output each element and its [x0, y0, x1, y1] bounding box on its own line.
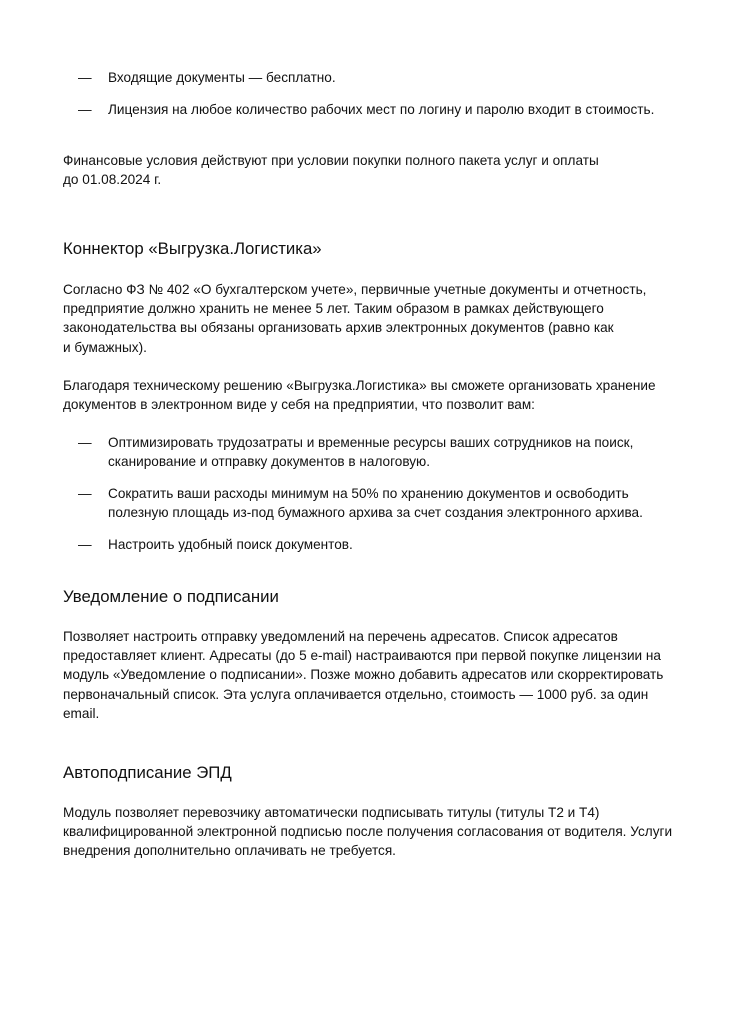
dash-bullet: — — [78, 486, 92, 501]
list-item — [78, 100, 688, 119]
text-line: предприятие должно хранить не менее 5 лет. Таким образом в рамках действующего — [63, 301, 604, 317]
text-line: предоставляет клиент. Адресаты (до 5 e-mail) настраиваются при первой покупке лицензии на — [63, 648, 661, 664]
list-item-text: сканирование и отправку документов в налоговую. — [108, 454, 431, 469]
notification-heading: Уведомление о подписании — [63, 587, 279, 606]
connector-heading: Коннектор «Выгрузка.Логистика» — [63, 239, 322, 258]
list-item — [78, 535, 688, 554]
text-line: модуль «Уведомление о подписании». Позже можно добавить адресатов или скорректировать — [63, 667, 664, 683]
text-line: Благодаря техническому решению «Выгрузка.Логистика» вы сможете организовать хранение — [63, 378, 656, 393]
connector-bullet-list — [78, 433, 688, 567]
notification-paragraph — [63, 627, 683, 723]
connector-paragraph-2 — [63, 376, 683, 414]
connector-paragraph-1 — [63, 280, 683, 357]
text-line: законодательства вы обязаны организовать архив электронных документов (равно как — [63, 320, 614, 336]
list-item — [78, 433, 688, 471]
list-item-text: Оптимизировать трудозатраты и временные ресурсы ваших сотрудников на поиск, — [108, 435, 634, 450]
dash-bullet: — — [78, 70, 92, 85]
list-item-text: Входящие документы — бесплатно. — [108, 70, 336, 85]
list-item-text: полезную площадь из-под бумажного архива за счет создания электронного архива. — [108, 505, 643, 520]
autosign-heading: Автоподписание ЭПД — [63, 763, 232, 782]
dash-bullet: — — [78, 537, 92, 552]
text-line: email. — [63, 705, 100, 721]
text-line: первоначальный список. Эта услуга оплачивается отдельно, стоимость — 1000 руб. за один — [63, 686, 649, 702]
list-item-text: Настроить удобный поиск документов. — [108, 537, 353, 552]
text-line: Согласно ФЗ № 402 «О бухгалтерском учете», первичные учетные документы и отчетность, — [63, 282, 647, 297]
list-item — [78, 68, 688, 87]
text-line: до 01.08.2024 г. — [63, 172, 162, 188]
autosign-paragraph — [63, 803, 683, 861]
text-line: квалифицированной электронной подписью после получения согласования от водителя. Услуги — [63, 824, 673, 840]
text-line: внедрения дополнительно оплачивать не требуется. — [63, 843, 396, 859]
list-item — [78, 484, 688, 522]
list-item-text: Лицензия на любое количество рабочих мест по логину и паролю входит в стоимость. — [108, 102, 655, 117]
text-line: Позволяет настроить отправку уведомлений на перечень адресатов. Список адресатов — [63, 629, 618, 644]
dash-bullet: — — [78, 102, 92, 117]
list-item-text: Сократить ваши расходы минимум на 50% по хранению документов и освободить — [108, 486, 629, 501]
financial-terms-paragraph — [63, 151, 683, 189]
text-line: Финансовые условия действуют при условии покупки полного пакета услуг и оплаты — [63, 153, 599, 168]
text-line: документов в электронном виде у себя на предприятии, что позволит вам: — [63, 397, 535, 413]
top-bullet-list — [78, 68, 688, 132]
text-line: и бумажных). — [63, 339, 147, 355]
dash-bullet: — — [78, 435, 92, 450]
text-line: Модуль позволяет перевозчику автоматически подписывать титулы (титулы Т2 и Т4) — [63, 805, 600, 820]
